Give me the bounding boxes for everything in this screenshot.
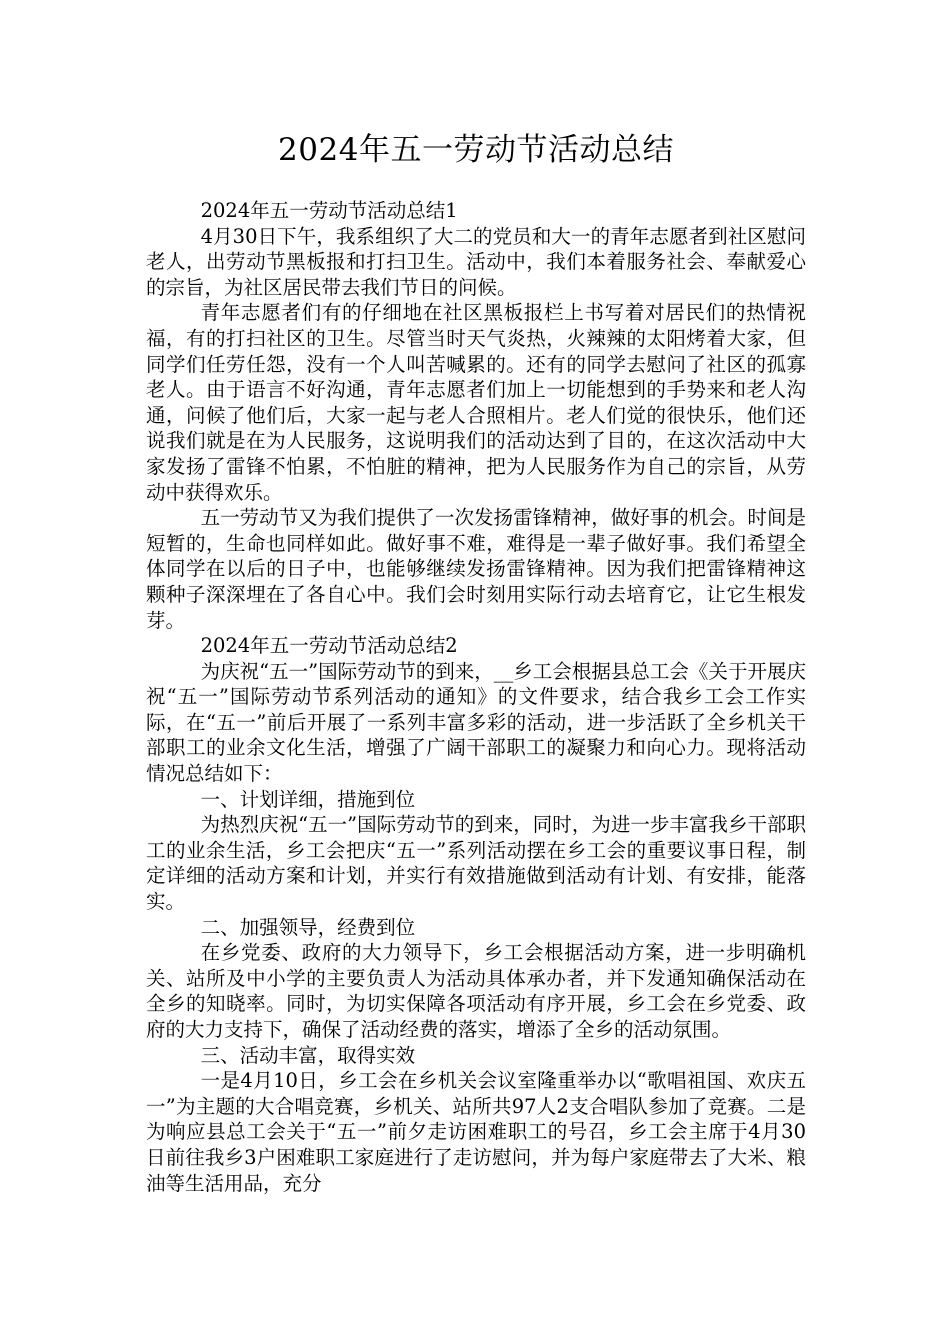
subsection-heading: 一、计划详细，措施到位	[200, 787, 416, 811]
paragraph: 为热烈庆祝“五一”国际劳动节的到来，同时，为进一步丰富我乡干部职工的业余生活，乡工会把庆“五一”系列活动摆在乡工会的重要议事日程，制定详细的活动方案和计划，并实行有效措施做到活动有计划、有安排，能落实。	[146, 813, 806, 914]
paragraph: 五一劳动节又为我们提供了一次发扬雷锋精神，做好事的机会。时间是短暂的，生命也同样如此。做好事不难，难得是一辈子做好事。我们希望全体同学在以后的日子中，也能够继续发扬雷锋精神。因为我们把雷锋精神这颗种子深深埋在了各自心中。我们会时刻用实际行动去培育它，让它生根发芽。	[146, 506, 806, 632]
document-title: 2024年五一劳动节活动总结	[278, 132, 674, 168]
section-heading: 2024年五一劳动节活动总结2	[200, 634, 458, 658]
paragraph: 4月30日下午，我系组织了大二的党员和大一的青年志愿者到社区慰问老人，出劳动节黑板报和打扫卫生。活动中，我们本着服务社会、奉献爱心的宗旨，为社区居民带去我们节日的问候。	[146, 224, 806, 299]
paragraph: 青年志愿者们有的仔细地在社区黑板报栏上书写着对居民们的热情祝福，有的打扫社区的卫生。尽管当时天气炎热，火辣辣的太阳烤着大家，但同学们任劳任怨，没有一个人叫苦喊累的。还有的同学去慰问了社区的孤寡老人。由于语言不好沟通，青年志愿者们加上一切能想到的手势来和老人沟通，问候了他们后，大家一起与老人合照相片。老人们觉的很快乐，他们还说我们就是在为人民服务，这说明我们的活动达到了目的，在这次活动中大家发扬了雷锋不怕累，不怕脏的精神，把为人民服务作为自己的宗旨，从劳动中获得欢乐。	[146, 301, 806, 504]
document-page	[146, 0, 806, 1196]
subsection-heading: 二、加强领导，经费到位	[200, 915, 416, 939]
paragraph: 为庆祝“五一”国际劳动节的到来，__乡工会根据县总工会《关于开展庆祝“五一”国际劳动节系列活动的通知》的文件要求，结合我乡工会工作实际，在“五一”前后开展了一系列丰富多彩的活动，进一步活跃了全乡机关干部职工的业余文化生活，增强了广阔干部职工的凝聚力和向心力。现将活动情况总结如下：	[146, 659, 806, 786]
section-heading: 2024年五一劳动节活动总结1	[200, 199, 458, 222]
paragraph: 在乡党委、政府的大力领导下，乡工会根据活动方案，进一步明确机关、站所及中小学的主要负责人为活动具体承办者，并下发通知确保活动在全乡的知晓率。同时，为切实保障各项活动有序开展，乡工会在乡党委、政府的大力支持下，确保了活动经费的落实，增添了全乡的活动氛围。	[146, 941, 806, 1041]
document-body	[146, 198, 806, 1196]
subsection-heading: 三、活动丰富，取得实效	[200, 1043, 416, 1067]
paragraph: 一是4月10日，乡工会在乡机关会议室隆重举办以“歌唱祖国、欢庆五一”为主题的大合唱竞赛，乡机关、站所共97人2支合唱队参加了竞赛。二是为响应县总工会关于“五一”前夕走访困难职工的号召，乡工会主席于4月30日前往我乡3户困难职工家庭进行了走访慰问，并为每户家庭带去了大米、粮油等生活用品，充分	[146, 1069, 806, 1195]
